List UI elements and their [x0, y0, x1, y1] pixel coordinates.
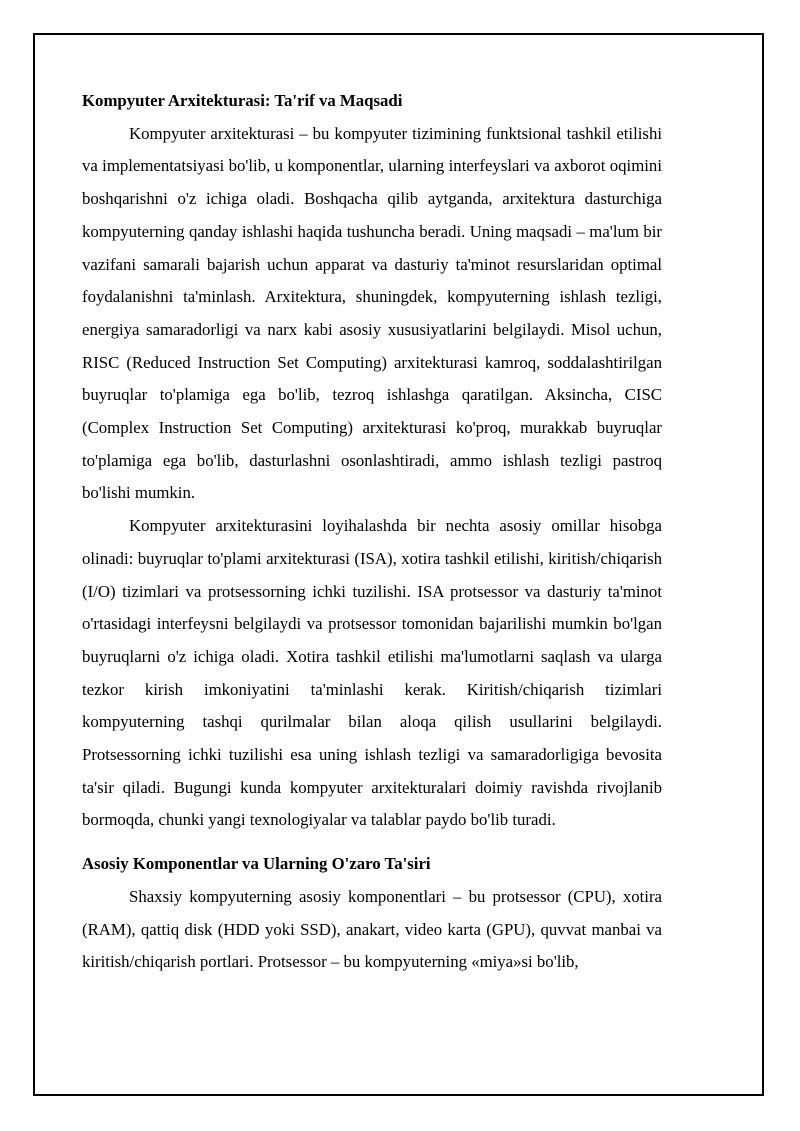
section-heading-architecture-definition: Kompyuter Arxitekturasi: Ta'rif va Maqsadi — [82, 91, 403, 110]
paragraph-main-components: Shaxsiy kompyuterning asosiy komponentlari – bu protsessor (CPU), xotira (RAM), qattiq disk (HDD yoki SSD), anakart, video karta (GPU), quvvat manbai va kiritish/chiqarish portlari. Protsessor – bu kompyuterning «miya»si bo'lib, — [82, 886, 662, 972]
paragraph-architecture-definition: Kompyuter arxitekturasi – bu kompyuter tizimining funktsional tashkil etilishi va implementatsiyasi bo'lib, u komponentlar, ularning interfeyslari va axborot oqimini boshqarishni o'z ichiga oladi. Boshqacha qilib aytganda, arxitektura dasturchiga kompyuterning qanday ishlashi haqida tushuncha beradi. Uning maqsadi – ma'lum bir vazifani samarali bajarish uchun apparat va dasturiy ta'minot resurslaridan optimal foydalanishni ta'minlash. Arxitektura, shuningdek, kompyuterning ishlash tezligi, energiya samaradorligi va narx kabi asosiy xususiyatlarini belgilaydi. Misol uchun, RISC (Reduced Instruction Set Computing) arxitekturasi kamroq, soddalashtirilgan buyruqlar to'plamiga ega bo'lib, tezroq ishlashga qaratilgan. Aksincha, CISC (Complex Instruction Set Computing) arxitekturasi ko'proq, murakkab buyruqlar to'plamiga ega bo'lib, dasturlashni osonlashtiradi, ammo ishlash tezligi pastroq bo'lishi mumkin. — [82, 123, 662, 503]
paragraph-architecture-design-factors: Kompyuter arxitekturasini loyihalashda bir nechta asosiy omillar hisobga olinadi: buyruqlar to'plami arxitekturasi (ISA), xotira tashkil etilishi, kiritish/chiqarish (I/O) tizimlari va protsessorning ichki tuzilishi. ISA protsessor va dasturiy ta'minot o'rtasidagi interfeysni belgilaydi va protsessor tomonidan bajarilishi mumkin bo'lgan buyruqlarni o'z ichiga oladi. Xotira tashkil etilishi ma'lumotlarni saqlash va ularga tezkor kirish imkoniyatini ta'minlashi kerak. Kiritish/chiqarish tizimlari kompyuterning tashqi qurilmalar bilan aloqa qilish usullarini belgilaydi. Protsessorning ichki tuzilishi esa uning ishlash tezligi va samaradorligiga bevosita ta'sir qiladi. Bugungi kunda kompyuter arxitekturalari doimiy ravishda rivojlanib bormoqda, chunki yangi texnologiyalar va talablar paydo bo'lib turadi. — [82, 516, 662, 830]
section-heading-main-components: Asosiy Komponentlar va Ularning O'zaro Ta'siri — [82, 854, 431, 874]
document-body — [82, 85, 662, 979]
